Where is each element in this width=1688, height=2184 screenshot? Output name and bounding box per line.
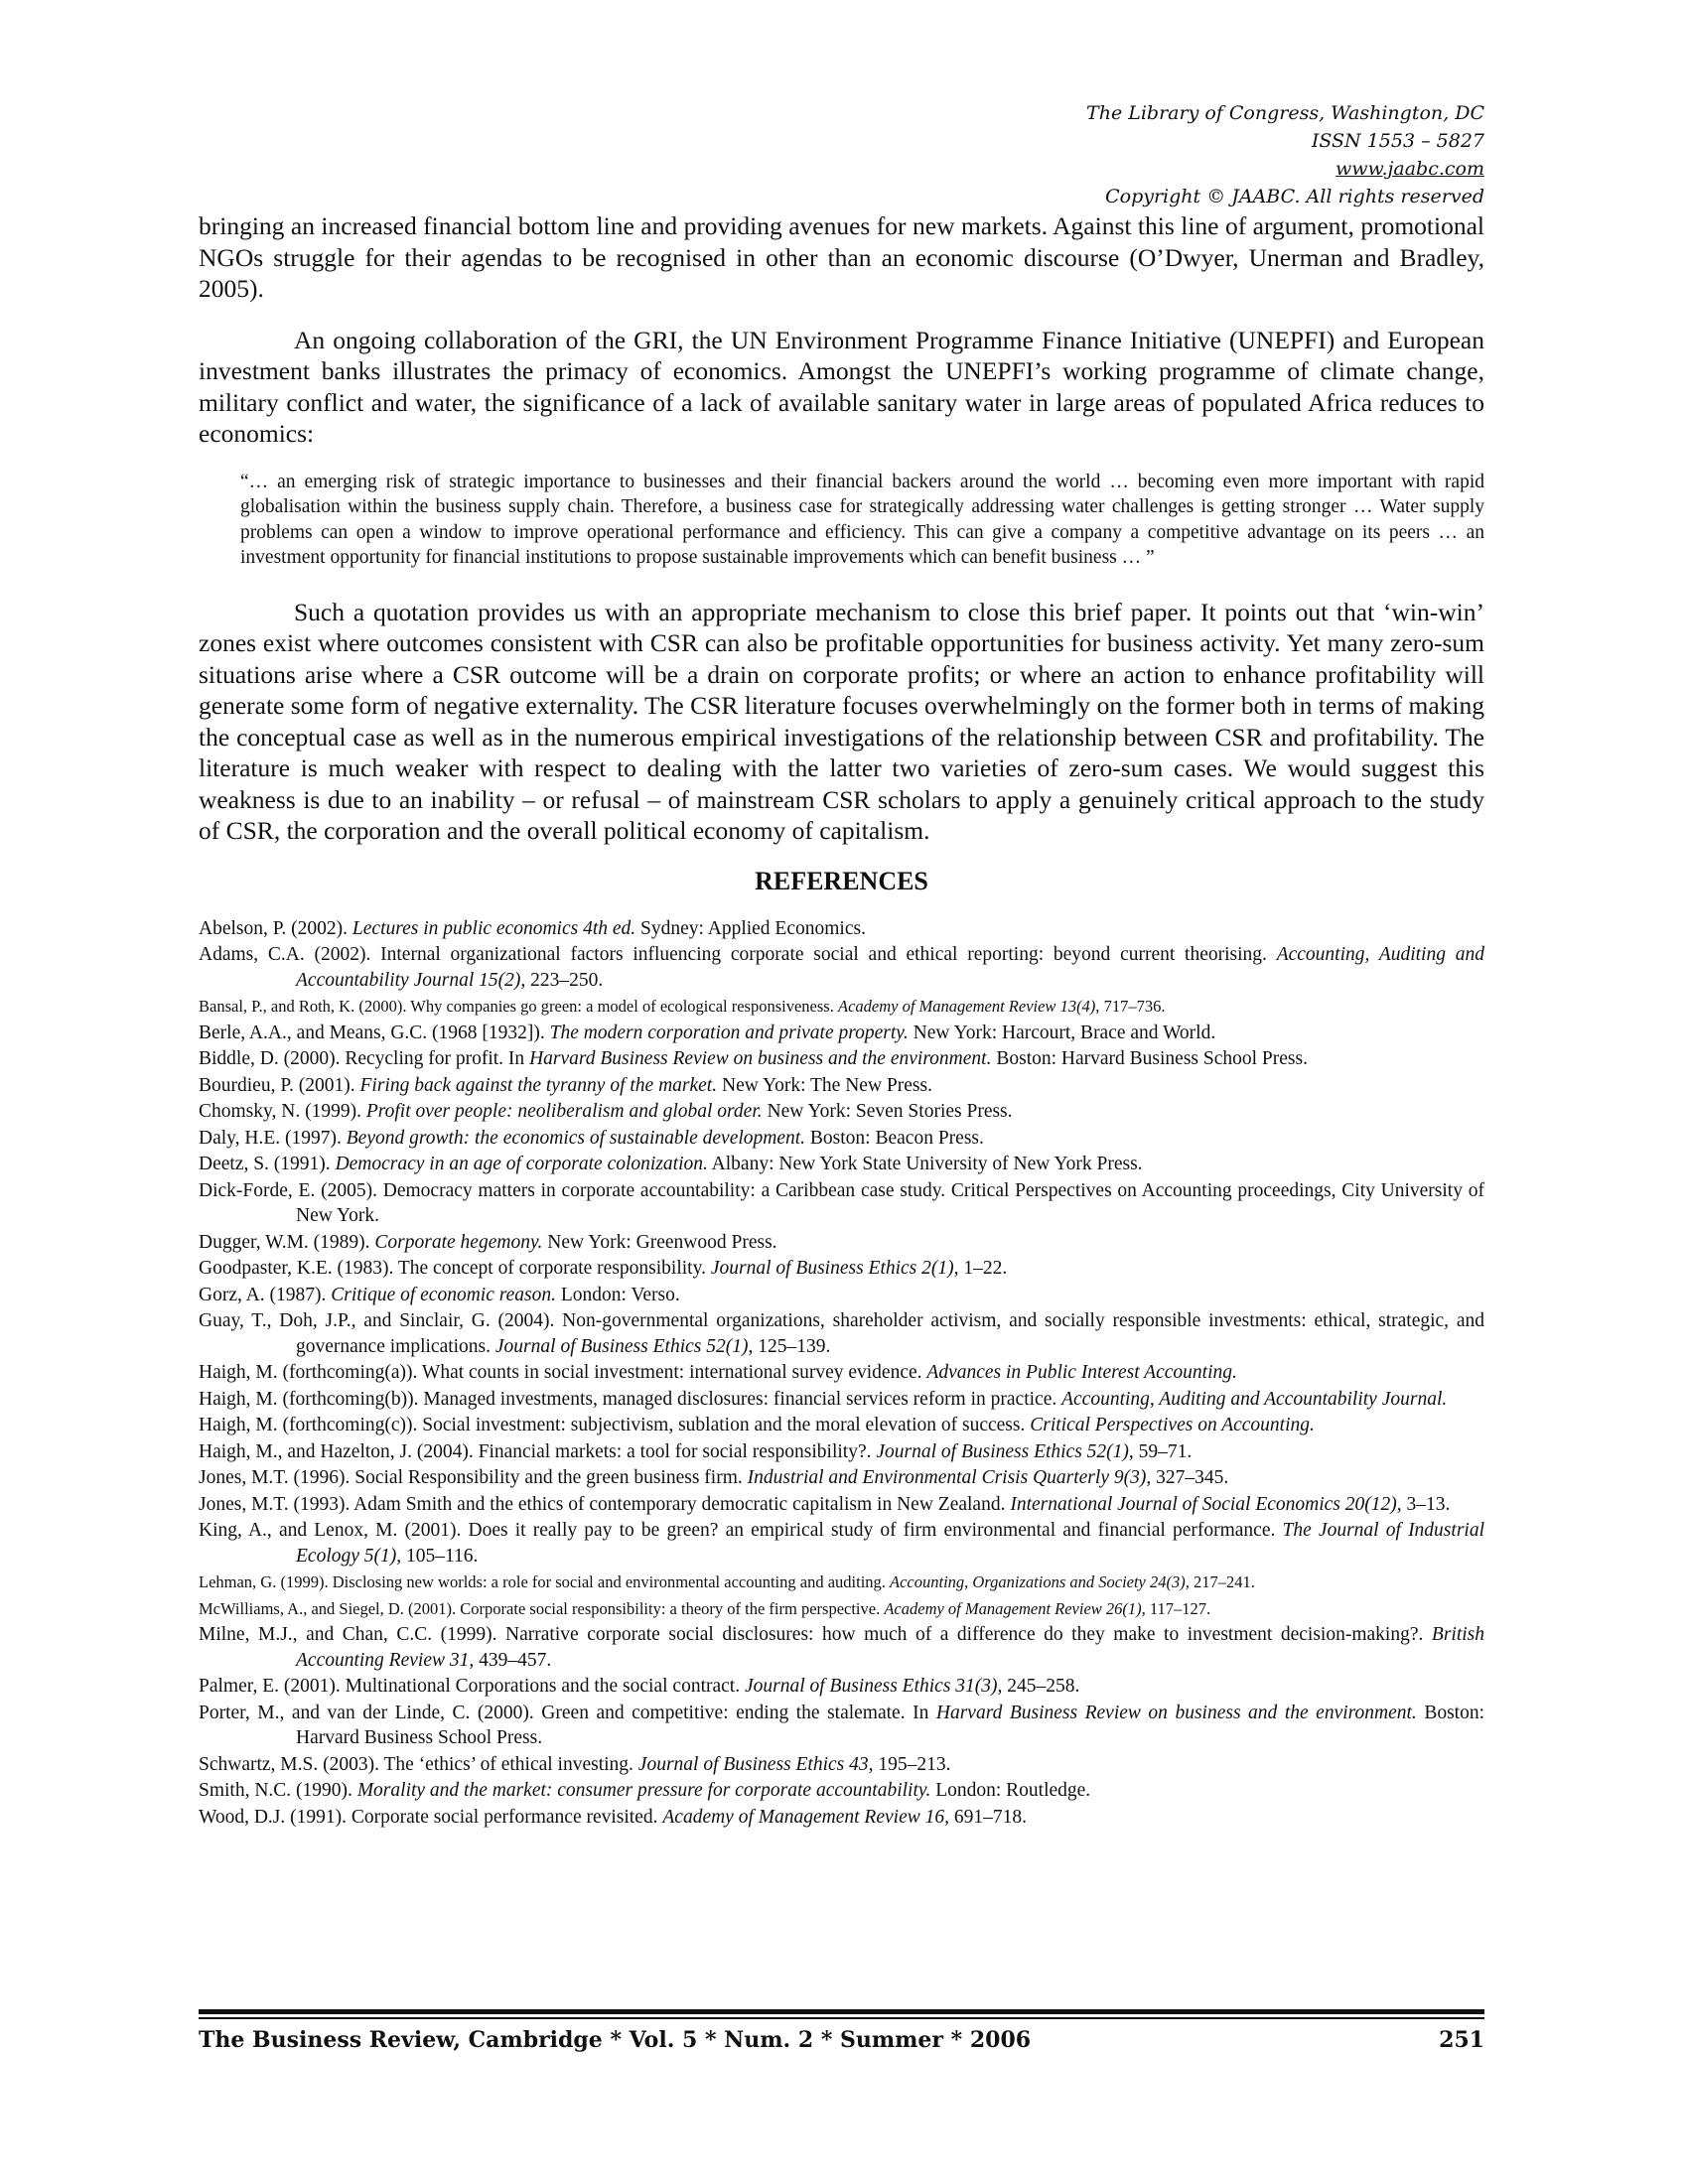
reference-text: Wood, D.J. (1991). Corporate social performance revisited. [199,1806,663,1828]
reference-tail: Albany: New York State University of New York Press. [707,1154,1143,1174]
reference-text: Guay, T., Doh, J.P., and Sinclair, G. (2004). Non-governmental organizations, shareholder activism, and socially responsible investments: ethical, strategic, and governance implications. [199,1310,1484,1357]
reference-tail: London: Routledge. [930,1780,1091,1801]
reference-text: Palmer, E. (2001). Multinational Corporations and the social contract. [199,1676,745,1697]
paragraph-conclusion: Such a quotation provides us with an appropriate mechanism to close this brief paper. It points out that ‘win-win’ zones exist where outcomes consistent with CSR can also be profitable opportunities for business activity. Yet many zero-sum situations arise where a CSR outcome will be a drain on corporate profits; or where an action to enhance profitability will generate some form of negative externality. The CSR literature focuses overwhelmingly on the former both in terms of making the conceptual case as well as in the numerous empirical investigations of the relationship between CSR and profitability. The literature is much weaker with respect to dealing with the latter two varieties of zero-sum cases. We would suggest this weakness is due to an inability – or refusal – of mainstream CSR scholars to apply a genuinely critical approach to the study of CSR, the corporation and the overall political economy of capitalism. [199,597,1484,845]
reference-item [199,1674,1484,1700]
reference-source-title: Profit over people: neoliberalism and global order. [365,1101,763,1122]
reference-source-title: Critical Perspectives on Accounting. [1030,1415,1315,1435]
header-website-link[interactable]: www.jaabc.com [1335,158,1484,180]
reference-text: Berle, A.A., and Means, G.C. (1968 [1932]). [199,1022,550,1043]
reference-tail: 717–736. [1099,997,1166,1016]
reference-text: Chomsky, N. (1999). [199,1101,366,1122]
reference-item [199,1126,1484,1152]
reference-item [199,1805,1484,1831]
reference-text: Porter, M., and van der Linde, C. (2000). Green and competitive: ending the stalemate. In [199,1702,936,1723]
reference-source-title: Journal of Business Ethics 2(1), [710,1258,959,1279]
reference-text: Gorz, A. (1987). [199,1284,332,1305]
reference-tail: New York: Seven Stories Press. [762,1101,1013,1122]
reference-text: Bourdieu, P. (2001). [199,1074,360,1096]
reference-text: Dugger, W.M. (1989). [199,1231,375,1253]
reference-text: Dick-Forde, E. (2005). Democracy matters in corporate accountability: a Caribbean case study. Critical Perspectives on Accounting proceedings, City University of New York. [199,1179,1484,1226]
reference-text: McWilliams, A., and Siegel, D. (2001). Corporate social responsibility: a theory of the firm perspective. [199,1598,885,1618]
reference-tail: 195–213. [873,1753,951,1775]
reference-text: Jones, M.T. (1993). Adam Smith and the ethics of contemporary democratic capitalism in New Zealand. [199,1493,1011,1515]
reference-source-title: The modern corporation and private property. [549,1022,909,1043]
reference-item [199,942,1484,993]
reference-item [199,994,1484,1020]
reference-source-title: Journal of Business Ethics 52(1), [876,1440,1134,1462]
reference-item [199,1308,1484,1359]
reference-source-title: Journal of Business Ethics 52(1), [494,1335,754,1357]
reference-item [199,1439,1484,1465]
reference-text: Deetz, S. (1991). [199,1154,336,1174]
reference-source-title: Lectures in public economics 4th ed. [352,917,636,939]
reference-tail: 105–116. [401,1545,479,1567]
page-number: 251 [1439,2027,1484,2053]
reference-item [199,1021,1484,1046]
reference-source-title: Advances in Public Interest Accounting. [926,1362,1237,1383]
reference-item [199,1596,1484,1622]
paragraph-continued: bringing an increased financial bottom line and providing avenues for new markets. Against this line of argument, promotional NGOs struggle for their agendas to be recognised in other than an economic discourse (O’Dwyer, Unerman and Bradley, 2005). [199,211,1484,303]
reference-source-title: Journal of Business Ethics 31(3), [744,1676,1003,1697]
reference-source-title: Democracy in an age of corporate colonization. [335,1154,708,1174]
reference-tail: 1–22. [958,1258,1008,1279]
reference-item [199,1178,1484,1229]
reference-text: Schwartz, M.S. (2003). The ‘ethics’ of ethical investing. [199,1753,638,1775]
reference-text: Haigh, M. (forthcoming(b)). Managed investments, managed disclosures: financial services reform in practice. [199,1388,1062,1410]
reference-text: Smith, N.C. (1990). [199,1780,357,1801]
reference-tail: New York: The New Press. [717,1074,932,1096]
reference-tail: 245–258. [1002,1676,1080,1697]
references-heading: REFERENCES [755,866,928,895]
reference-source-title: Corporate hegemony. [374,1231,543,1253]
reference-tail: 223–250. [525,969,604,991]
reference-source-title: International Journal of Social Economics 20(12), [1010,1493,1402,1515]
reference-item [199,1046,1484,1072]
reference-text: Haigh, M. (forthcoming(a)). What counts in social investment: international survey evidence. [199,1362,927,1383]
block-quote: “… an emerging risk of strategic importance to businesses and their financial backers around the world … becoming even more important with rapid globalisation within the business supply chain. Therefore, a business case for strategically addressing water challenges is getting stronger … Water supply problems can open a window to improve operational performance and efficiency. This can give a company a competitive advantage on its peers … an investment opportunity for financial institutions to propose sustainable improvements which can benefit business … ” [240,471,1484,568]
reference-text: Jones, M.T. (1996). Social Responsibility and the green business firm. [199,1467,748,1488]
reference-text: Milne, M.J., and Chan, C.C. (1999). Narrative corporate social disclosures: how much of a difference do they make to investment decision-making?. [199,1624,1432,1645]
reference-tail: 59–71. [1133,1440,1193,1462]
reference-tail: 217–241. [1189,1572,1255,1591]
reference-tail: New York: Harcourt, Brace and World. [908,1022,1216,1043]
reference-text: Biddle, D. (2000). Recycling for profit. In [199,1048,530,1069]
reference-source-title: The Journal of Industrial Ecology 5(1), [296,1520,1484,1567]
reference-item [199,1387,1484,1413]
reference-item [199,1570,1484,1595]
reference-item [199,916,1484,942]
reference-source-title: Critique of economic reason. [331,1284,556,1305]
footer-journal-citation: The Business Review, Cambridge * Vol. 5 * Num. 2 * Summer * 2006 [199,2027,1032,2053]
reference-item [199,1283,1484,1308]
reference-item [199,1073,1484,1099]
reference-tail: Sydney: Applied Economics. [635,917,866,939]
references-list [199,916,1484,1831]
reference-tail: Boston: Beacon Press. [805,1127,984,1149]
reference-item [199,1752,1484,1778]
header-library-line: The Library of Congress, Washington, DC [1086,102,1484,124]
reference-source-title: Academy of Management Review 26(1), [884,1598,1146,1618]
reference-item [199,1230,1484,1256]
reference-source-title: Academy of Management Review 13(4), [837,997,1100,1016]
reference-text: Abelson, P. (2002). [199,917,352,939]
reference-tail: Boston: Harvard Business School Press. [991,1048,1308,1069]
reference-source-title: Harvard Business Review on business and the environment. [529,1048,992,1069]
reference-text: Goodpaster, K.E. (1983). The concept of corporate responsibility. [199,1258,711,1279]
reference-tail: 3–13. [1401,1493,1451,1515]
reference-tail: London: Verso. [555,1284,680,1305]
reference-tail: 117–127. [1145,1598,1211,1618]
reference-tail: 327–345. [1151,1467,1229,1488]
reference-item [199,1701,1484,1751]
reference-source-title: Morality and the market: consumer pressure for corporate accountability. [356,1780,931,1801]
reference-item [199,1256,1484,1282]
reference-source-title: British Accounting Review 31, [296,1624,1484,1671]
header-issn-line: ISSN 1553 – 5827 [1311,130,1484,152]
reference-source-title: Journal of Business Ethics 43, [637,1753,874,1775]
paragraph-unepfi: An ongoing collaboration of the GRI, the UN Environment Programme Finance Initiative (UNEPFI) and European investment banks illustrates the primacy of economics. Amongst the UNEPFI’s working programme of climate change, military conflict and water, the significance of a lack of available sanitary water in large areas of populated Africa reduces to economics: [199,325,1484,448]
reference-tail: 439–457. [474,1649,552,1671]
reference-text: Bansal, P., and Roth, K. (2000). Why companies go green: a model of ecological responsiveness. [199,997,838,1016]
reference-item [199,1152,1484,1177]
reference-tail: Boston: Harvard Business School Press. [296,1702,1484,1748]
reference-item [199,1413,1484,1438]
reference-source-title: Firing back against the tyranny of the market. [359,1074,718,1096]
reference-item [199,1778,1484,1804]
reference-tail: 691–718. [948,1806,1027,1828]
reference-item [199,1518,1484,1569]
reference-source-title: Harvard Business Review on business and the environment. [935,1702,1417,1723]
journal-header [1086,99,1484,210]
reference-source-title: Beyond growth: the economics of sustainable development. [346,1127,806,1149]
header-copyright-line: Copyright © JAABC. All rights reserved [1105,186,1484,207]
reference-tail: 125–139. [753,1335,831,1357]
reference-source-title: Academy of Management Review 16, [662,1806,949,1828]
reference-tail: New York: Greenwood Press. [542,1231,777,1253]
reference-source-title: Accounting, Organizations and Society 24(3), [890,1572,1190,1591]
reference-text: Haigh, M., and Hazelton, J. (2004). Financial markets: a tool for social responsibility?. [199,1440,877,1462]
reference-source-title: Accounting, Auditing and Accountability Journal. [1061,1388,1448,1410]
reference-text: Daly, H.E. (1997). [199,1127,347,1149]
reference-text: Adams, C.A. (2002). Internal organizational factors influencing corporate social and ethical reporting: beyond current theorising. [199,944,1277,965]
main-text [199,210,1484,1831]
reference-item [199,1099,1484,1125]
footer-rule-thick [199,2009,1484,2014]
reference-item [199,1492,1484,1518]
reference-item [199,1360,1484,1386]
reference-source-title: Industrial and Environmental Crisis Quarterly 9(3), [747,1467,1152,1488]
reference-text: Lehman, G. (1999). Disclosing new worlds: a role for social and environmental accounting and auditing. [199,1572,891,1591]
reference-item [199,1622,1484,1673]
reference-source-title: Accounting, Auditing and Accountability Journal 15(2), [296,944,1484,991]
reference-text: Haigh, M. (forthcoming(c)). Social investment: subjectivism, sublation and the moral elevation of success. [199,1415,1031,1435]
reference-item [199,1465,1484,1491]
reference-text: King, A., and Lenox, M. (2001). Does it really pay to be green? an empirical study of firm environmental and financial performance. [199,1520,1283,1541]
footer-rule-thin [199,2017,1484,2019]
